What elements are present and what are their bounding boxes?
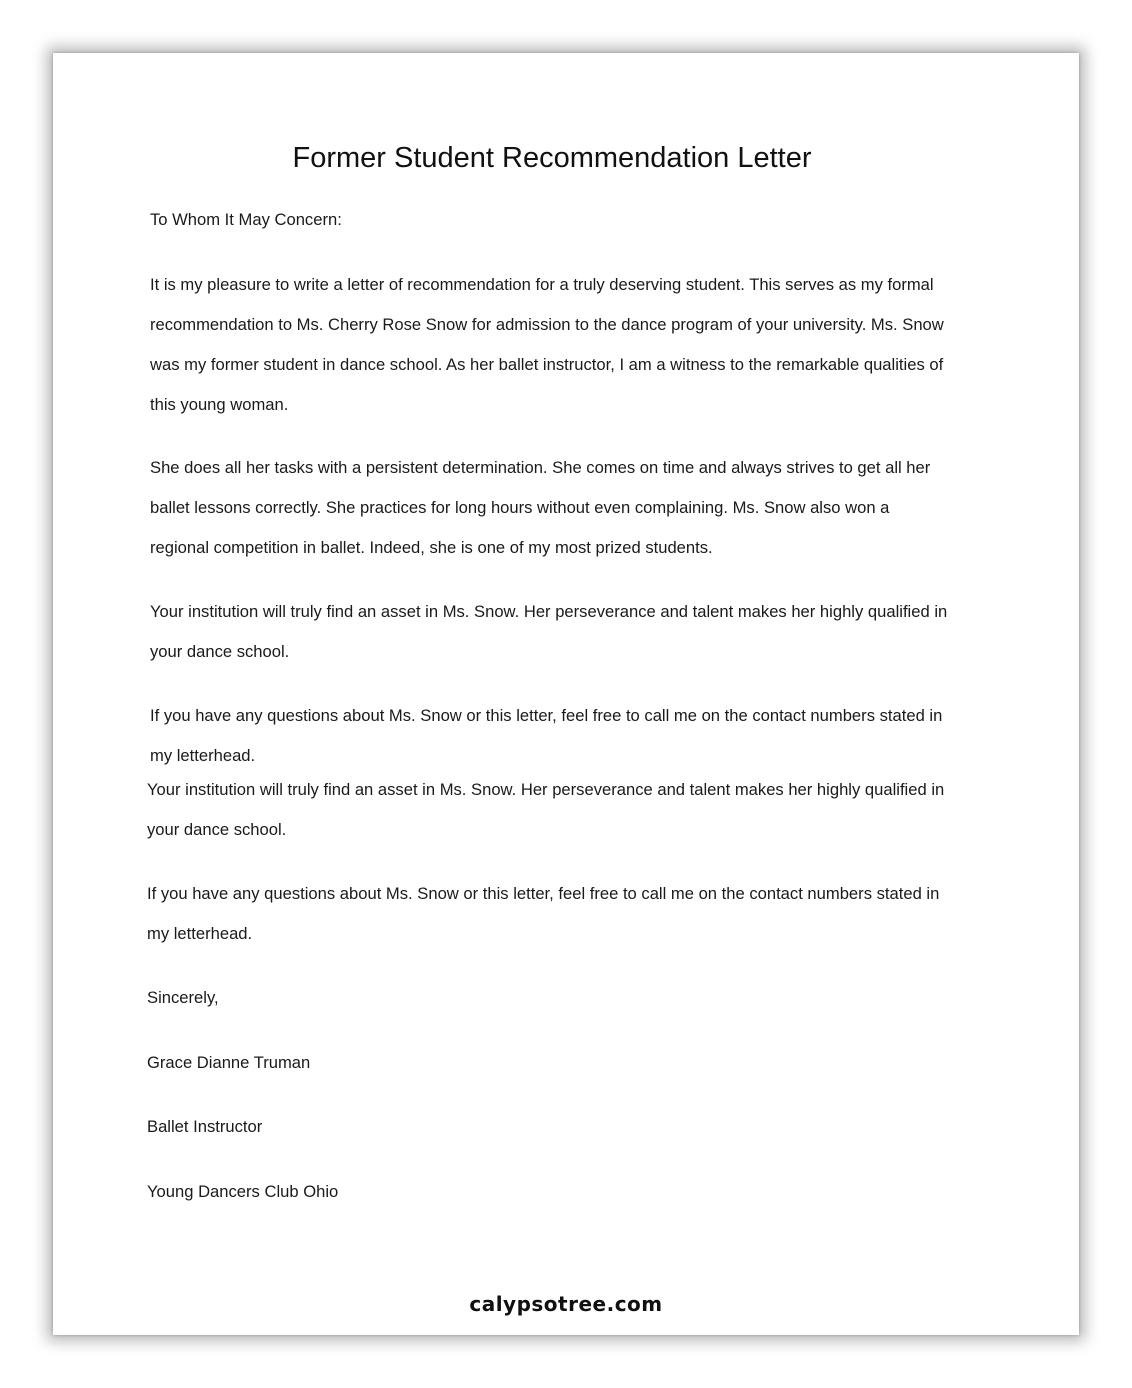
paragraph-2: She does all her tasks with a persistent determination. She comes on time and always strives to get all her ballet lessons correctly. She practices for long hours without even complaining. Ms. Snow also won a regional competition in ballet. Indeed, she is one of my most prized students. — [150, 458, 931, 557]
salutation: To Whom It May Concern: — [150, 210, 342, 229]
watermark: calypsotree.com — [469, 1292, 663, 1316]
signer-name: Grace Dianne Truman — [147, 1053, 311, 1072]
paragraph-6: If you have any questions about Ms. Snow or this letter, feel free to call me on the contact numbers stated in my letterhead. — [147, 884, 940, 943]
letter-title: Former Student Recommendation Letter — [292, 142, 812, 174]
paragraph-1: It is my pleasure to write a letter of recommendation for a truly deserving student. This serves as my formal recommendation to Ms. Cherry Rose Snow for admission to the dance program of your university. Ms. Snow was my former student in dance school. As her ballet instructor, I am a witness to the remarkable qualities of this young woman. — [150, 275, 944, 414]
closing: Sincerely, — [147, 988, 219, 1007]
paragraph-5: Your institution will truly find an asset in Ms. Snow. Her perseverance and talent makes her highly qualified in your dance school. — [147, 780, 945, 839]
signer-organization: Young Dancers Club Ohio — [147, 1182, 339, 1201]
paragraph-4: If you have any questions about Ms. Snow or this letter, feel free to call me on the contact numbers stated in my letterhead. — [150, 706, 943, 765]
signer-title: Ballet Instructor — [147, 1117, 263, 1136]
paragraph-3: Your institution will truly find an asset in Ms. Snow. Her perseverance and talent makes her highly qualified in your dance school. — [150, 602, 948, 661]
